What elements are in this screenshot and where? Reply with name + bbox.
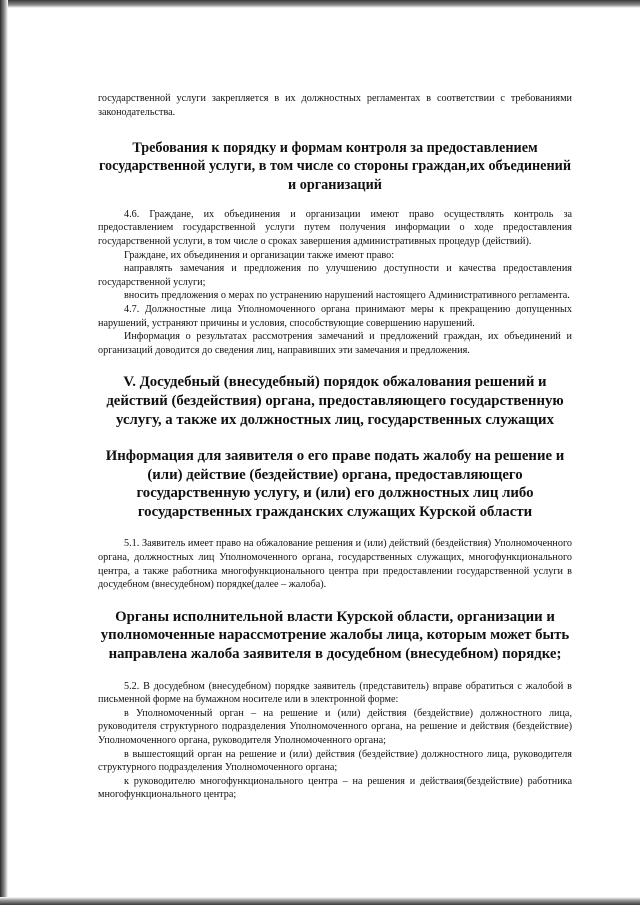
intro-paragraph: государственной услуги закрепляется в их должностных регламентах в соответствии с требованиями законодательства. (98, 93, 572, 118)
scan-border-top (0, 0, 640, 8)
paragraph-5-2-a: в Уполномоченный орган – на решение и (или) действия (бездействие) должностного лица, руководителя структурного подразделения Уполномоченного органа, на решение и действия (бездействие) Уполномоченного органа, руководителя Уполномоченного органа; (98, 707, 572, 747)
paragraph-4-6: 4.6. Граждане, их объединения и организации имеют право осуществлять контроль за предоставлением государственной услуги путем получения информации о ходе предоставления государственной услуги, в том числе о сроках завершения административных процедур (действий). (98, 208, 572, 247)
heading-authorities: Органы исполнительной власти Курской области, организации и уполномоченные нарассмотрение жалобы лица, которым может быть направлена жалоба заявителя в досудебном (внесудебном) порядке; (100, 608, 570, 663)
paragraph-rights-1: направлять замечания и предложения по улучшению доступности и качества предоставления государственной услуги; (98, 263, 572, 288)
document-page (98, 92, 572, 802)
paragraph-info: Информация о результатах рассмотрения замечаний и предложений граждан, их объединений и организаций доводится до сведения лиц, направивших эти замечания и предложения. (98, 331, 572, 356)
paragraph-5-1: 5.1. Заявитель имеет право на обжалование решения и (или) действий (бездействия) Уполномоченного органа, должностных лиц Уполномоченного органа, государственных служащих, многофункционального центра, а также работника многофункционального центра при предоставлении государственной услуги в досудебном (внесудебном) порядке(далее – жалоба). (98, 538, 572, 591)
paragraph-rights-2: вносить предложения о мерах по устранению нарушений настоящего Административного регламента. (124, 290, 570, 302)
paragraph-5-2: 5.2. В досудебном (внесудебном) порядке заявитель (представитель) вправе обратиться с жалобой в письменной форме на бумажном носителе или в электронной форме: (98, 680, 572, 706)
paragraph-5-2-c: к руководителю многофункционального центра – на решения и действаия(бездействие) работника многофункционального центра; (98, 775, 572, 801)
scan-border-bottom (0, 897, 640, 905)
paragraph-4-7: 4.7. Должностные лица Уполномоченного органа принимают меры к прекращению допущенных нарушений, устраняют причины и условия, способствующие совершению нарушений. (98, 303, 572, 329)
scan-border-left (0, 0, 8, 905)
paragraph-rights: Граждане, их объединения и организации также имеют право: (124, 249, 395, 261)
heading-section-5: V. Досудебный (внесудебный) порядок обжалования решений и действий (бездействия) органа, предоставляющего государственную услугу, а также их должностных лиц, государственных служащих (106, 374, 564, 428)
heading-complaint-info: Информация для заявителя о его праве подать жалобу на решение и (или) действие (бездействие) органа, предоставляющего государственную услугу, и (или) его должностных лиц либо государственных гражданских служащих Курской области (105, 448, 565, 520)
heading-control-requirements: Требования к порядку и формам контроля за предоставлением государственной услуги, в том числе со стороны граждан,их объединений и организаций (98, 140, 572, 193)
paragraph-5-2-b: в вышестоящий орган на решение и (или) действия (бездействие) должностного лица, руководителя структурного подразделения Уполномоченного органа; (98, 748, 572, 774)
